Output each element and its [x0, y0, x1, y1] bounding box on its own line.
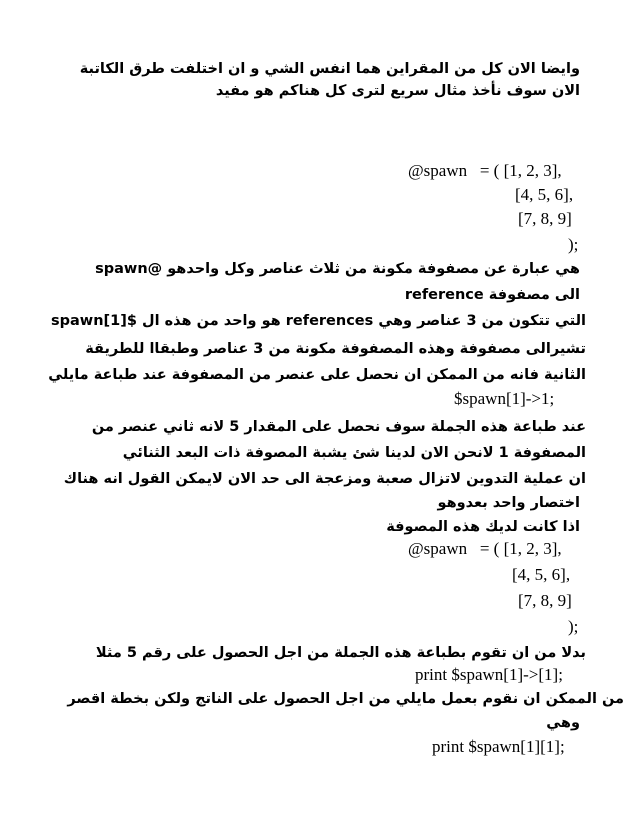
code-print2: print $spawn[1][1]; — [432, 737, 565, 756]
text-line-15: وهي — [546, 715, 580, 731]
text-line-3: هي عبارة عن مصفوفة مكونة من ثلاث عناصر وكل واحدهو @spawn — [95, 261, 580, 277]
text-line-5: التي تتكون من 3 عناصر وهي references هو واحد من هذه ال $spawn[1] — [51, 313, 586, 329]
text-line-10: ان عملية التدوين لاتزال صعبة ومزعجة الى حد الان لايمكن القول انه هناك — [63, 471, 586, 487]
text-line-11: اختصار واحد بعدوهو — [437, 495, 580, 511]
text-line-1: وايضا الان كل من المقراين هما انفس الشي و ان اختلفت طرق الكاتبة — [79, 61, 580, 77]
text-line-6: تشيرالى مصفوفة وهذه المصفوفة مكونة من 3 عناصر وطبقاا للطريقة — [85, 341, 586, 357]
text-line-12: اذا كانت لديك هذه المصوفة — [386, 519, 580, 535]
code-print1: print $spawn[1]->[1]; — [415, 665, 563, 684]
code-array1-line1: @spawn = ( [1, 2, 3], — [408, 161, 562, 180]
code-array2-line2: [4, 5, 6], — [512, 565, 571, 584]
text-line-2: الان سوف نأخذ مثال سريع لترى كل هناكم هو مفيد — [215, 83, 580, 99]
code-expr1: $spawn[1]->1; — [454, 389, 555, 408]
text-line-9: المصفوفة 1 لانحن الان لدينا شئ يشبة المصوفة ذات البعد الثنائي — [122, 445, 586, 461]
text-line-7: الثانية فانه من الممكن ان نحصل على عنصر من المصفوفة عند طباعة مايلي — [48, 367, 586, 383]
text-line-13: بدلا من ان تقوم بطباعة هذه الجملة من اجل الحصول على رقم 5 مثلا — [95, 645, 586, 661]
code-array2-line4: ); — [568, 617, 579, 636]
text-line-4: الى مصفوفة reference — [404, 287, 580, 303]
code-array1-line2: [4, 5, 6], — [515, 185, 574, 204]
code-array2-line3: [7, 8, 9] — [518, 591, 572, 610]
code-array1-line4: ); — [568, 235, 579, 254]
code-array2-line1: @spawn = ( [1, 2, 3], — [408, 539, 562, 558]
text-line-14: من الممكن ان نقوم بعمل مايلي من اجل الحصول على الناتج ولكن بخطة اقصر — [67, 691, 624, 707]
code-array1-line3: [7, 8, 9] — [518, 209, 572, 228]
text-line-8: عند طباعة هذه الجملة سوف نحصل على المقدار 5 لانه ثاني عنصر من — [91, 419, 586, 435]
